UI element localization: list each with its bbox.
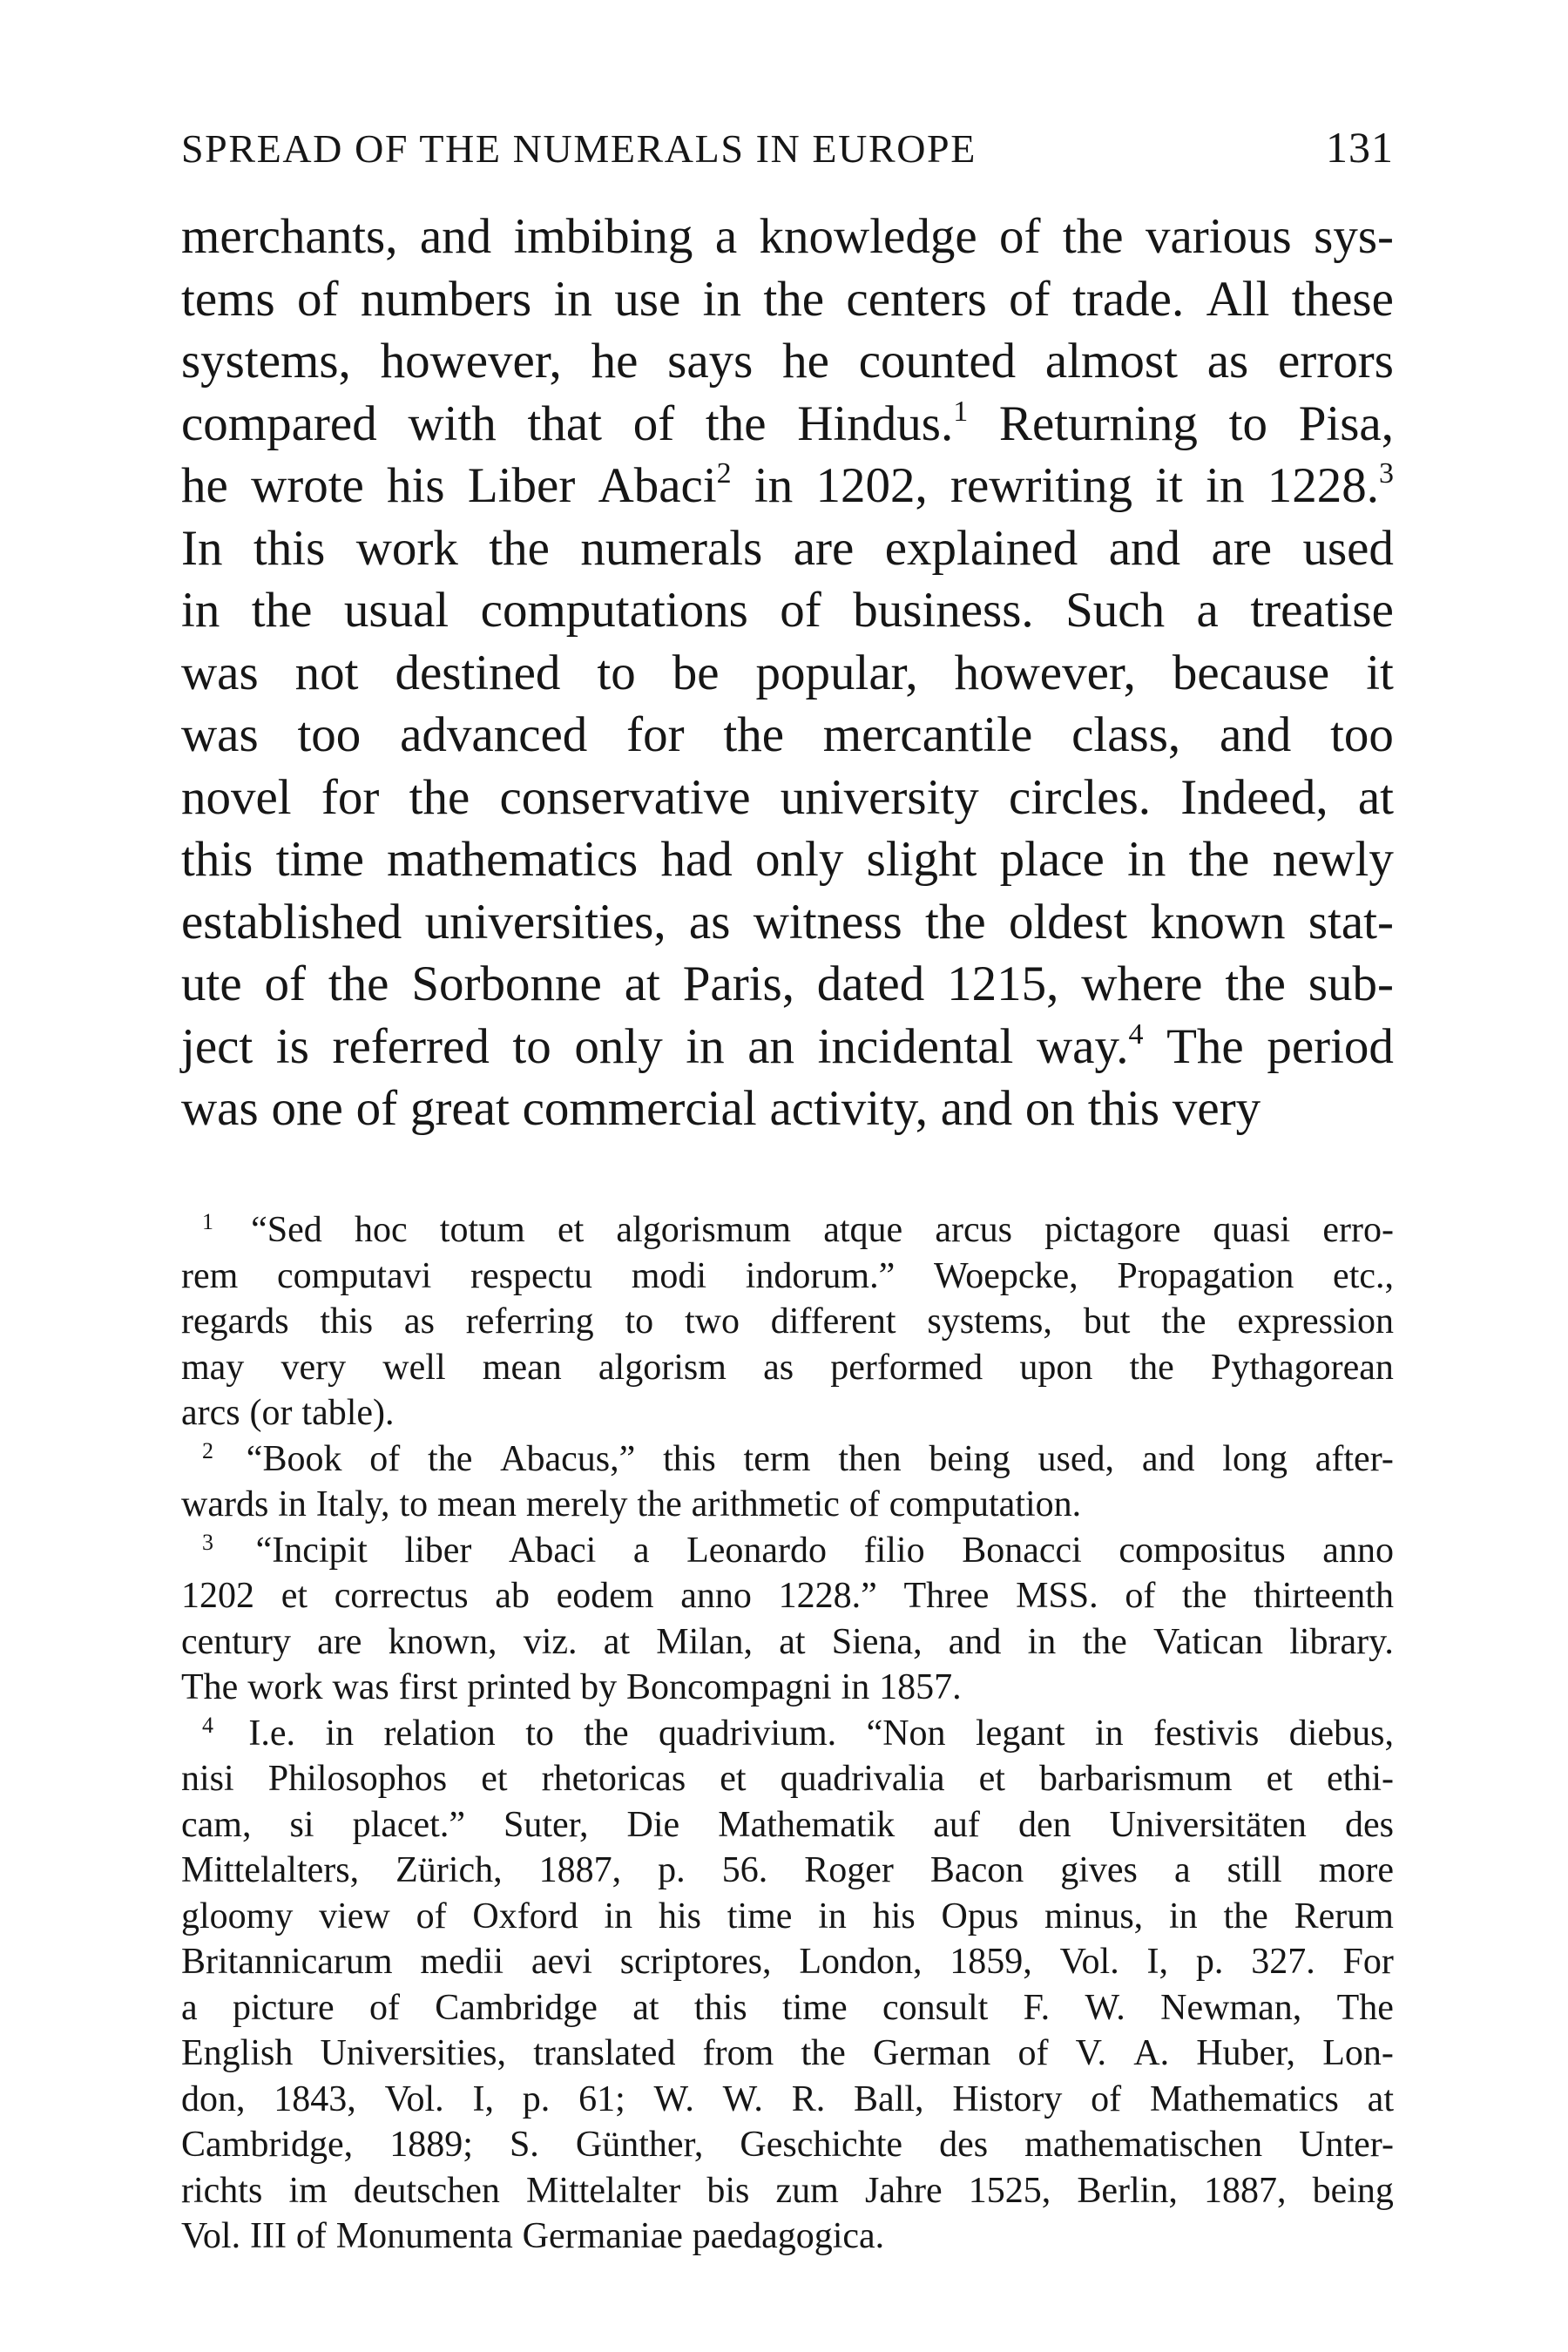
text-line: tems of numbers in use in the centers of trade. All these	[181, 271, 1394, 327]
text-line: this time mathematics had only slight place in the newly	[181, 832, 1394, 887]
footnote-line: don, 1843, Vol. I, p. 61; W. W. R. Ball, History of Mathematics at	[181, 2078, 1394, 2119]
footnotes	[181, 1207, 1394, 2260]
text-line: in the usual computations of business. Such a treatise	[181, 583, 1394, 638]
footnote-line: Britannicarum medii aevi scriptores, London, 1859, Vol. I, p. 327. For	[181, 1942, 1394, 1982]
footnote-line: gloomy view of Oxford in his time in his Opus minus, in the Rerum	[181, 1896, 1394, 1936]
footnote-line: $^2$ “Book of the Abacus,” this term then being used, and long after-	[202, 1437, 1394, 1479]
text-line: he wrote his Liber Abaci$^2$ in 1202, rewriting it in 1228.$^3$	[181, 457, 1394, 513]
footnote-line: cam, si placet.” Suter, Die Mathematik auf den Universitäten des	[181, 1804, 1394, 1845]
running-head	[181, 122, 1394, 178]
footnote-line: $^3$ “Incipit liber Abaci a Leonardo filio Bonacci compositus anno	[202, 1529, 1394, 1571]
text-line: compared with that of the Hindus.$^1$ Returning to Pisa,	[181, 395, 1394, 451]
footnote-line: $^4$ I.e. in relation to the quadrivium. “Non legant in festivis diebus,	[202, 1712, 1394, 1754]
running-title: SPREAD OF THE NUMERALS IN EUROPE	[181, 126, 977, 171]
footnote-line: wards in Italy, to mean merely the arithmetic of computation.	[181, 1484, 1082, 1524]
footnote-line: a picture of Cambridge at this time consult F. W. Newman, The	[181, 1987, 1394, 2028]
text-line: systems, however, he says he counted almost as errors	[181, 334, 1394, 389]
text-line: established universities, as witness the oldest known stat-	[181, 894, 1394, 950]
text-line: was too advanced for the mercantile class, and too	[181, 707, 1394, 762]
footnote-line: nisi Philosophos et rhetoricas et quadrivalia et barbarismum et ethi-	[181, 1759, 1394, 1799]
footnote-line: rem computavi respectu modi indorum.” Woepcke, Propagation etc.,	[181, 1255, 1394, 1296]
page-number: 131	[1326, 123, 1394, 172]
main-text	[181, 206, 1394, 1140]
text-line: ject is referred to only in an incidental way.$^4$ The period	[181, 1017, 1394, 1074]
footnote-line: Vol. III of Monumenta Germaniae paedagogica.	[181, 2216, 885, 2256]
text-line: was not destined to be popular, however, because it	[181, 645, 1394, 700]
footnote-line: may very well mean algorism as performed upon the Pythagorean	[181, 1347, 1394, 1388]
footnote-line: The work was first printed by Boncompagni in 1857.	[181, 1667, 962, 1707]
footnote-line: English Universities, translated from the German of V. A. Huber, Lon-	[181, 2033, 1394, 2073]
footnote-line: 1202 et correctus ab eodem anno 1228.” Three MSS. of the thirteenth	[181, 1576, 1394, 1616]
footnote-line: Cambridge, 1889; S. Günther, Geschichte des mathematischen Unter-	[181, 2125, 1394, 2165]
text-line: novel for the conservative university circles. Indeed, at	[181, 769, 1394, 825]
text-line: ute of the Sorbonne at Paris, dated 1215, where the sub-	[181, 956, 1394, 1011]
footnote-line: arcs (or table).	[181, 1393, 395, 1433]
footnote-line: Mittelalters, Zürich, 1887, p. 56. Roger Bacon gives a still more	[181, 1850, 1394, 1890]
footnote-line: century are known, viz. at Milan, at Siena, and in the Vatican library.	[181, 1621, 1394, 1662]
text-line: merchants, and imbibing a knowledge of the various sys-	[181, 209, 1394, 264]
text-line: was one of great commercial activity, and on this very	[181, 1081, 1261, 1136]
footnote-line: regards this as referring to two different systems, but the expression	[181, 1301, 1394, 1342]
text-line: In this work the numerals are explained and are used	[181, 520, 1394, 576]
footnote-line: $^1$ “Sed hoc totum et algorismum atque arcus pictagore quasi erro-	[202, 1209, 1394, 1250]
footnote-line: richts im deutschen Mittelalter bis zum Jahre 1525, Berlin, 1887, being	[181, 2170, 1394, 2211]
